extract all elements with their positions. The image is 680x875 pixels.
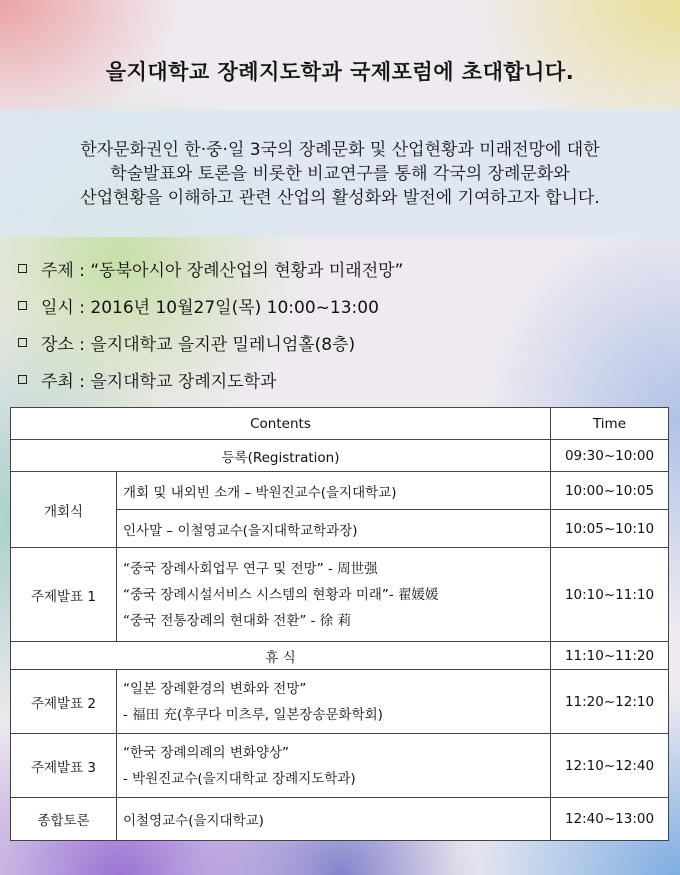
keynote1-time: 10:10~11:10 — [551, 548, 669, 642]
keynote3-desc — [117, 734, 551, 798]
opening-item-time: 10:00~10:05 — [551, 472, 669, 510]
keynote3-session: 주제발표 3 — [11, 734, 117, 798]
discussion-session: 종합토론 — [11, 798, 117, 841]
break-label: 휴 식 — [11, 642, 551, 670]
square-bullet-icon — [18, 338, 27, 347]
table-row — [11, 472, 669, 510]
info-topic-text: 주제 : “동북아시아 장례산업의 현황과 미래전망” — [41, 261, 404, 281]
discussion-time: 12:40~13:00 — [551, 798, 669, 841]
intro-band — [0, 110, 680, 237]
opening-item-desc: 개회 및 내외빈 소개 – 박원진교수(을지대학교) — [117, 472, 551, 510]
keynote1-session: 주제발표 1 — [11, 548, 117, 642]
opening-item-time: 10:05~10:10 — [551, 510, 669, 548]
info-host-text: 주최 : 을지대학교 장례지도학과 — [41, 372, 277, 392]
opening-item-desc: 인사말 – 이철영교수(을지대학교학과장) — [117, 510, 551, 548]
keynote3-line: “한국 장례의례의 변화양상” — [123, 744, 290, 761]
intro-line: 학술발표와 토론을 비롯한 비교연구를 통해 각국의 장례문화와 — [110, 163, 570, 184]
table-header-row — [11, 408, 669, 440]
info-date — [16, 287, 403, 324]
keynote1-line: “중국 장례시설서비스 시스템의 현황과 미래”- 翟媛媛 — [123, 586, 439, 603]
break-time: 11:10~11:20 — [551, 642, 669, 670]
keynote3-time: 12:10~12:40 — [551, 734, 669, 798]
table-row — [11, 670, 669, 734]
info-venue-text: 장소 : 을지대학교 을지관 밀레니엄홀(8층) — [41, 335, 356, 355]
square-bullet-icon — [18, 264, 27, 273]
square-bullet-icon — [18, 375, 27, 384]
event-info — [16, 250, 403, 398]
intro-line: 산업현황을 이해하고 관련 산업의 활성화와 발전에 기여하고자 합니다. — [80, 187, 600, 208]
header-contents: Contents — [11, 408, 551, 440]
keynote2-session: 주제발표 2 — [11, 670, 117, 734]
table-row — [11, 440, 669, 472]
table-row — [11, 734, 669, 798]
registration-label: 등록(Registration) — [11, 440, 551, 472]
info-host — [16, 361, 403, 398]
keynote3-line: - 박원진교수(을지대학교 장례지도학과) — [123, 770, 356, 787]
discussion-desc: 이철영교수(을지대학교) — [117, 798, 551, 841]
keynote1-line: “중국 전통장례의 현대화 전환” - 徐 莉 — [123, 612, 352, 629]
table-row — [11, 642, 669, 670]
opening-session: 개회식 — [11, 472, 117, 548]
keynote2-line: - 福田 充(후쿠다 미츠루, 일본장송문화학회) — [123, 706, 383, 723]
keynote2-line: “일본 장례환경의 변화와 전망” — [123, 680, 307, 697]
table-row — [11, 548, 669, 642]
schedule-table — [10, 407, 669, 841]
registration-time: 09:30~10:00 — [551, 440, 669, 472]
info-topic — [16, 250, 403, 287]
square-bullet-icon — [18, 301, 27, 310]
keynote1-line: “중국 장례사회업무 연구 및 전망” - 周世强 — [123, 560, 378, 577]
keynote1-desc — [117, 548, 551, 642]
info-date-text: 일시 : 2016년 10월27일(목) 10:00~13:00 — [41, 298, 379, 318]
intro-line: 한자문화권인 한·중·일 3국의 장례문화 및 산업현황과 미래전망에 대한 — [80, 139, 600, 160]
keynote2-time: 11:20~12:10 — [551, 670, 669, 734]
info-venue — [16, 324, 403, 361]
keynote2-desc — [117, 670, 551, 734]
title-band — [0, 33, 680, 108]
header-time: Time — [551, 408, 669, 440]
table-row — [11, 798, 669, 841]
page-title: 을지대학교 장례지도학과 국제포럼에 초대합니다. — [105, 59, 575, 84]
